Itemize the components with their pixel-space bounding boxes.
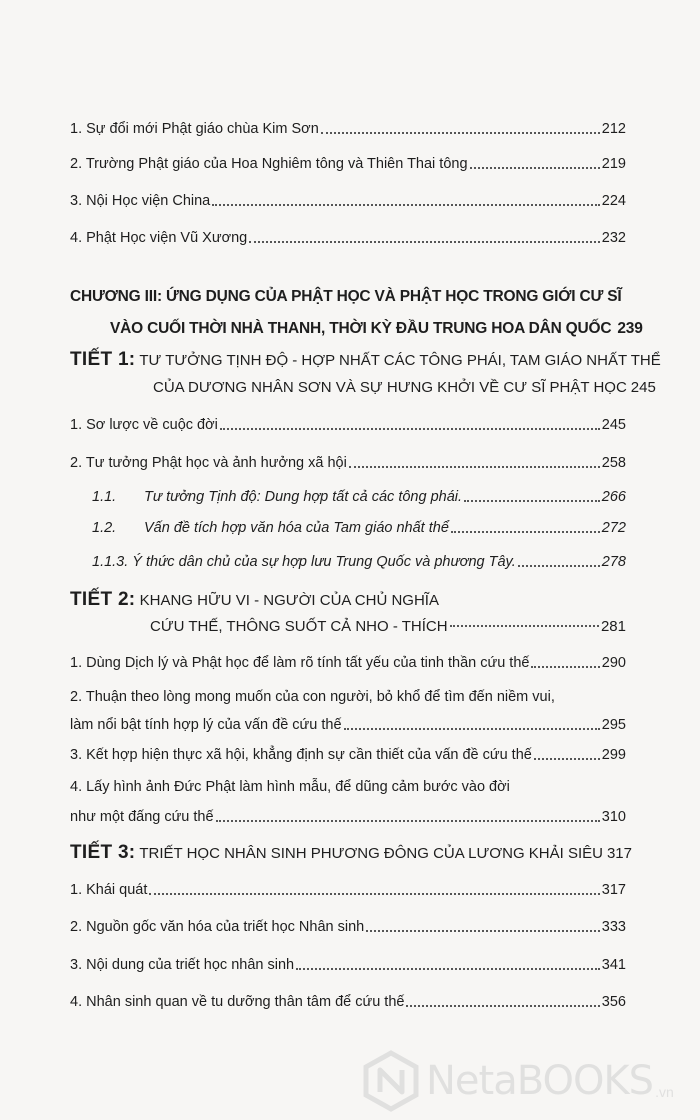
chapter-heading-line2 xyxy=(110,318,643,339)
toc-subentry xyxy=(92,488,626,506)
sub-page: 272 xyxy=(601,520,626,536)
toc-entry xyxy=(70,120,626,138)
leader-dots xyxy=(249,229,600,243)
toc-entry xyxy=(70,416,626,434)
entry-title: làm nổi bật tính hợp lý của vấn đề cứu thế xyxy=(70,717,342,733)
leader-dots xyxy=(344,716,600,730)
entry-title: 4. Nhân sinh quan về tu dưỡng thân tâm để cứu thế xyxy=(70,994,405,1010)
entry-page: 219 xyxy=(601,156,626,172)
entry-page: 232 xyxy=(601,230,626,246)
leader-dots xyxy=(216,808,600,822)
toc-entry xyxy=(70,808,626,826)
entry-title: 2. Thuận theo lòng mong muốn của con người, bỏ khổ để tìm đến niềm vui, xyxy=(70,689,555,705)
entry-page: 224 xyxy=(601,193,626,209)
section-heading-tiet2 xyxy=(70,590,439,611)
netabooks-logo-icon xyxy=(360,1050,422,1112)
toc-entry xyxy=(70,881,626,899)
section-heading-tiet1 xyxy=(70,350,661,371)
leader-dots xyxy=(220,416,600,430)
leader-dots xyxy=(406,993,599,1007)
entry-page: 295 xyxy=(601,717,626,733)
toc-entry xyxy=(70,454,626,472)
leader-dots xyxy=(464,488,600,502)
entry-title: 2. Nguồn gốc văn hóa của triết học Nhân sinh xyxy=(70,919,365,935)
toc-entry xyxy=(70,746,626,764)
section-title-line1: KHANG HỮU VI - NGƯỜI CỦA CHỦ NGHĨA xyxy=(139,592,439,609)
leader-dots xyxy=(450,613,599,627)
entry-title: 2. Tư tưởng Phật học và ảnh hưởng xã hội xyxy=(70,455,347,471)
toc-entry xyxy=(70,654,626,672)
chapter-heading-line1: CHƯƠNG III: ỨNG DỤNG CỦA PHẬT HỌC VÀ PHẬT HỌC TRONG GIỚI CƯ SĨ xyxy=(70,288,622,305)
entry-page: 290 xyxy=(601,655,626,671)
entry-title: 2. Trường Phật giáo của Hoa Nghiêm tông và Thiên Thai tông xyxy=(70,156,468,172)
entry-title: 1. Sự đổi mới Phật giáo chùa Kim Sơn xyxy=(70,121,319,137)
entry-page: 258 xyxy=(601,455,626,471)
sub-title: Vấn đề tích hợp văn hóa của Tam giáo nhất thể xyxy=(144,520,449,536)
section-label: TIẾT 1: xyxy=(70,349,136,370)
toc-entry-line1 xyxy=(70,688,626,706)
section-label: TIẾT 2: xyxy=(70,589,136,610)
entry-page: 356 xyxy=(601,994,626,1010)
leader-dots xyxy=(518,553,600,567)
entry-title: như một đấng cứu thế xyxy=(70,809,214,825)
leader-dots xyxy=(470,155,600,169)
leader-dots xyxy=(321,120,600,134)
leader-dots xyxy=(534,746,600,760)
leader-dots xyxy=(296,956,600,970)
entry-title: 1. Sơ lược về cuộc đời xyxy=(70,417,218,433)
section-title-line1: TRIẾT HỌC NHÂN SINH PHƯƠNG ĐÔNG CỦA LƯƠNG KHẢI SIÊU xyxy=(139,845,603,862)
section-page: 317 xyxy=(606,845,632,862)
toc-entry-line1 xyxy=(70,778,626,796)
leader-dots xyxy=(366,918,600,932)
entry-title: 3. Nội Học viện China xyxy=(70,193,211,209)
sub-number: 1.1. xyxy=(92,489,117,505)
leader-dots xyxy=(149,881,599,895)
leader-dots xyxy=(349,454,600,468)
entry-page: 310 xyxy=(601,809,626,825)
entry-title: 4. Phật Học viện Vũ Xương xyxy=(70,230,248,246)
leader-dots xyxy=(212,192,600,206)
entry-page: 333 xyxy=(601,919,626,935)
sub-number: 1.2. xyxy=(92,520,117,536)
watermark-suffix: .vn xyxy=(655,1084,674,1100)
watermark-brand: NetaBOOKS xyxy=(426,1058,654,1104)
chapter-page: 239 xyxy=(617,320,643,337)
entry-page: 212 xyxy=(601,121,626,137)
section-label: TIẾT 3: xyxy=(70,842,136,863)
section-heading-tiet3 xyxy=(70,842,632,864)
entry-page: 299 xyxy=(601,747,626,763)
section-page: 245 xyxy=(630,379,656,396)
netabooks-watermark xyxy=(360,1048,695,1114)
section-heading-tiet2-cont xyxy=(150,617,626,637)
toc-entry xyxy=(70,192,626,210)
toc-subentry xyxy=(92,519,626,537)
entry-title: 4. Lấy hình ảnh Đức Phật làm hình mẫu, để dũng cảm bước vào đời xyxy=(70,779,510,795)
toc-entry xyxy=(70,229,626,247)
section-title-line1: TƯ TƯỞNG TỊNH ĐỘ - HỢP NHẤT CÁC TÔNG PHÁI, TAM GIÁO NHẤT THỂ xyxy=(139,352,661,369)
section-title-line2: CỨU THẾ, THÔNG SUỐT CẢ NHO - THÍCH xyxy=(150,618,448,635)
toc-entry xyxy=(70,993,626,1011)
leader-dots xyxy=(451,519,600,533)
entry-title: 3. Kết hợp hiện thực xã hội, khẳng định sự cần thiết của vấn đề cứu thế xyxy=(70,747,532,763)
leader-dots xyxy=(531,654,599,668)
toc-entry xyxy=(70,918,626,936)
sub-page: 266 xyxy=(601,489,626,505)
entry-title: 3. Nội dung của triết học nhân sinh xyxy=(70,957,295,973)
sub-page: 278 xyxy=(601,554,626,570)
entry-page: 341 xyxy=(601,957,626,973)
toc-entry xyxy=(70,956,626,974)
entry-title: 1. Khái quát xyxy=(70,882,148,898)
sub-title: 1.1.3. Ý thức dân chủ của sự hợp lưu Trung Quốc và phương Tây. xyxy=(92,554,516,570)
section-page: 281 xyxy=(600,618,626,635)
entry-title: 1. Dùng Dịch lý và Phật học để làm rõ tính tất yếu của tinh thần cứu thế xyxy=(70,655,530,671)
toc-entry xyxy=(70,716,626,734)
section-heading-tiet1-cont xyxy=(153,378,656,398)
entry-page: 245 xyxy=(601,417,626,433)
toc-entry xyxy=(70,155,626,173)
section-title-line2: CỦA DƯƠNG NHÂN SƠN VÀ SỰ HƯNG KHỞI VỀ CƯ SĨ PHẬT HỌC xyxy=(153,379,627,396)
entry-page: 317 xyxy=(601,882,626,898)
chapter-title-line2: VÀO CUỐI THỜI NHÀ THANH, THỜI KỲ ĐẦU TRUNG HOA DÂN QUỐC xyxy=(110,320,612,337)
sub-title: Tư tưởng Tịnh độ: Dung hợp tất cả các tông phái. xyxy=(144,489,463,505)
toc-subentry xyxy=(92,553,626,571)
